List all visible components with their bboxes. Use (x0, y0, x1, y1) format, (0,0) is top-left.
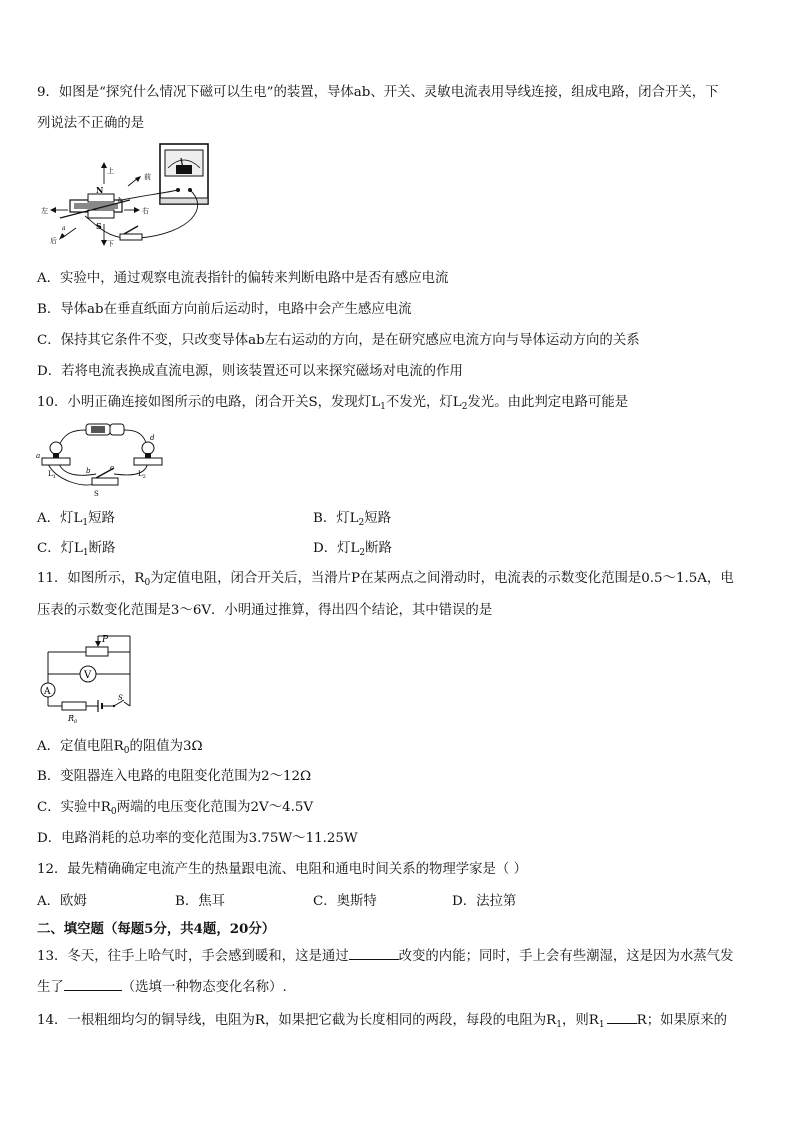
q11-option-b (37, 768, 311, 786)
q10-option-text: 短路 (364, 511, 392, 526)
q9-figure-electromagnetic-induction (40, 138, 240, 250)
q12-option-a: A．欧姆 (37, 894, 87, 909)
q11-option-d (37, 830, 358, 848)
q12-option-c: C．奥斯特 (313, 894, 377, 909)
q14-text: ，则R (562, 1013, 599, 1028)
answer-blank[interactable] (349, 946, 399, 960)
q13-line2 (37, 977, 287, 997)
q11-label-r0-main: R (68, 714, 75, 723)
q10-stem (37, 394, 628, 412)
q10-option-c (37, 540, 115, 558)
q10-option-text: A．灯L (37, 511, 83, 526)
q13-text: 改变的内能；同时，手上会有些潮湿，这是因为水蒸气发 (398, 949, 734, 964)
q13-line1 (37, 946, 733, 966)
q12-option-b: B．焦耳 (175, 894, 226, 909)
q13-text: 生了 (37, 980, 64, 995)
q10-option-text: D．灯L (313, 541, 360, 556)
q14-text: 14．一根粗细均匀的铜导线，电阻为R，如果把它截为长度相同的两段，每段的电阻为R (37, 1013, 557, 1028)
q11-option-sub: 0 (110, 807, 117, 817)
q9-stem-line1: 9．如图是“探究什么情况下磁可以生电”的装置，导体ab、开关、灵敏电流表用导线连接，组成电路，闭合开关，下 (37, 85, 719, 100)
q9-option-d: D．若将电流表换成直流电源，则该装置还可以来探究磁场对电流的作用 (37, 364, 463, 379)
q11-stem-line2: 压表的示数变化范围是3～6V．小明通过推算，得出四个结论，其中错误的是 (37, 603, 493, 618)
q11-option-text: A．定值电阻R (37, 739, 124, 754)
q11-option-text: D．电路消耗的总功率的变化范围为3.75W～11.25W (37, 831, 358, 846)
q11-option-sub: 0 (123, 746, 130, 756)
q14-sub: 1 (598, 1020, 605, 1030)
battery (86, 424, 124, 435)
q9-option-a: A．实验中，通过观察电流表指针的偏转来判断电路中是否有感应电流 (37, 271, 449, 286)
q11-label-r0 (67, 714, 78, 725)
q11-label-s: S (118, 694, 123, 702)
q11-option-text: 的阻值为3Ω (129, 739, 203, 754)
q12-option-d: D．法拉第 (452, 894, 517, 909)
q10-option-sub: 1 (82, 548, 89, 558)
q9-label-b: b (118, 197, 122, 204)
q9-label-back: 后 (50, 237, 57, 245)
q10-stem-part: 发光。由此判定电路可能是 (467, 395, 629, 410)
q12-stem: 12．最先精确确定电流产生的热量跟电流、电阻和通电时间关系的物理学家是（ ） (37, 862, 527, 877)
q10-option-b (313, 510, 391, 528)
q13-text: （选填一种物态变化名称）. (121, 980, 287, 995)
q9-label-up: 上 (107, 167, 114, 175)
horseshoe-magnet (70, 194, 122, 218)
q9-option-c: C．保持其它条件不变，只改变导体ab左右运动的方向，是在研究感应电流方向与导体运动方向的关系 (37, 333, 640, 348)
q9-label-s: S (96, 221, 102, 231)
q11-option-text: C．实验中R (37, 800, 111, 815)
q11-label-r0-sub: 0 (74, 719, 78, 725)
q11-option-text: 两端的电压变化范围为2V～4.5V (116, 800, 314, 815)
q10-label-c: c (110, 464, 114, 472)
answer-blank[interactable] (64, 977, 122, 991)
lamp-l1 (42, 442, 70, 465)
q10-stem-sub: 1 (380, 402, 386, 412)
section-heading-fill-in: 二、填空题（每题5分，共4题，20分） (37, 921, 276, 937)
q10-option-sub: 2 (359, 548, 366, 558)
q11-stem-line1 (37, 570, 734, 588)
q10-label-l1 (48, 470, 56, 480)
q9-label-a: a (62, 225, 66, 232)
answer-blank[interactable] (607, 1010, 637, 1024)
q10-option-text: B．灯L (313, 511, 359, 526)
q11-label-a: A (44, 687, 51, 697)
q10-option-text: C．灯L (37, 541, 83, 556)
q9-label-left: 左 (41, 207, 48, 215)
q10-option-text: 短路 (88, 511, 115, 526)
q11-option-a (37, 738, 203, 756)
q11-label-v: V (84, 670, 92, 681)
q11-stem-part: 为定值电阻，闭合开关后，当滑片P在某两点之间滑动时，电流表的示数变化范围是0.5～1.5A，电 (150, 571, 734, 586)
resistor-r0 (62, 702, 86, 710)
q10-label-l2 (138, 470, 146, 480)
q11-label-p: P (102, 635, 109, 645)
q11-stem-part: 11．如图所示，R (37, 571, 145, 586)
lamp-l2 (134, 442, 162, 465)
q10-option-sub: 2 (358, 518, 365, 528)
q11-option-text: B．变阻器连入电路的电阻变化范围为2～12Ω (37, 769, 312, 784)
galvanometer (160, 144, 208, 204)
switch (120, 226, 142, 240)
q10-label-b: b (86, 467, 91, 475)
q10-label-l1-sub: 1 (52, 474, 56, 480)
q10-option-text: 断路 (365, 541, 392, 556)
q11-option-c (37, 799, 313, 817)
q10-label-l1-main: L (48, 470, 53, 478)
q10-stem-sub: 2 (461, 402, 468, 412)
q10-option-a (37, 510, 115, 528)
q9-label-n: N (96, 185, 104, 195)
q10-label-a: a (36, 452, 41, 460)
q10-option-sub: 1 (82, 518, 89, 528)
q14-text: R；如果原来的 (636, 1013, 728, 1028)
q13-text: 13．冬天，往手上哈气时，手会感到暖和，这是通过 (37, 949, 349, 964)
q10-label-l2-sub: 2 (142, 474, 146, 480)
q11-figure-circuit (36, 632, 142, 726)
q9-label-right: 右 (142, 207, 149, 215)
q9-option-b: B．导体ab在垂直纸面方向前后运动时，电路中会产生感应电流 (37, 302, 412, 317)
q10-stem-part: 不发光，灯L (385, 395, 462, 410)
q9-label-front: 前 (144, 173, 151, 181)
q10-label-d: d (150, 434, 155, 442)
q10-stem-part: 10．小明正确连接如图所示的电路，闭合开关S，发现灯L (37, 395, 381, 410)
q10-label-l2-main: L (138, 470, 143, 478)
q9-stem-line2: 列说法不正确的是 (37, 116, 145, 131)
q11-stem-sub: 0 (144, 578, 151, 588)
switch (92, 468, 118, 485)
q14-sub: 1 (556, 1020, 562, 1030)
q14-line1 (37, 1010, 727, 1030)
q10-figure-circuit (34, 418, 174, 500)
rheostat (86, 647, 108, 656)
q10-option-text: 断路 (88, 541, 116, 556)
q10-label-s: S (94, 490, 99, 498)
q9-label-down: 下 (107, 240, 114, 248)
q10-option-d (313, 540, 392, 558)
